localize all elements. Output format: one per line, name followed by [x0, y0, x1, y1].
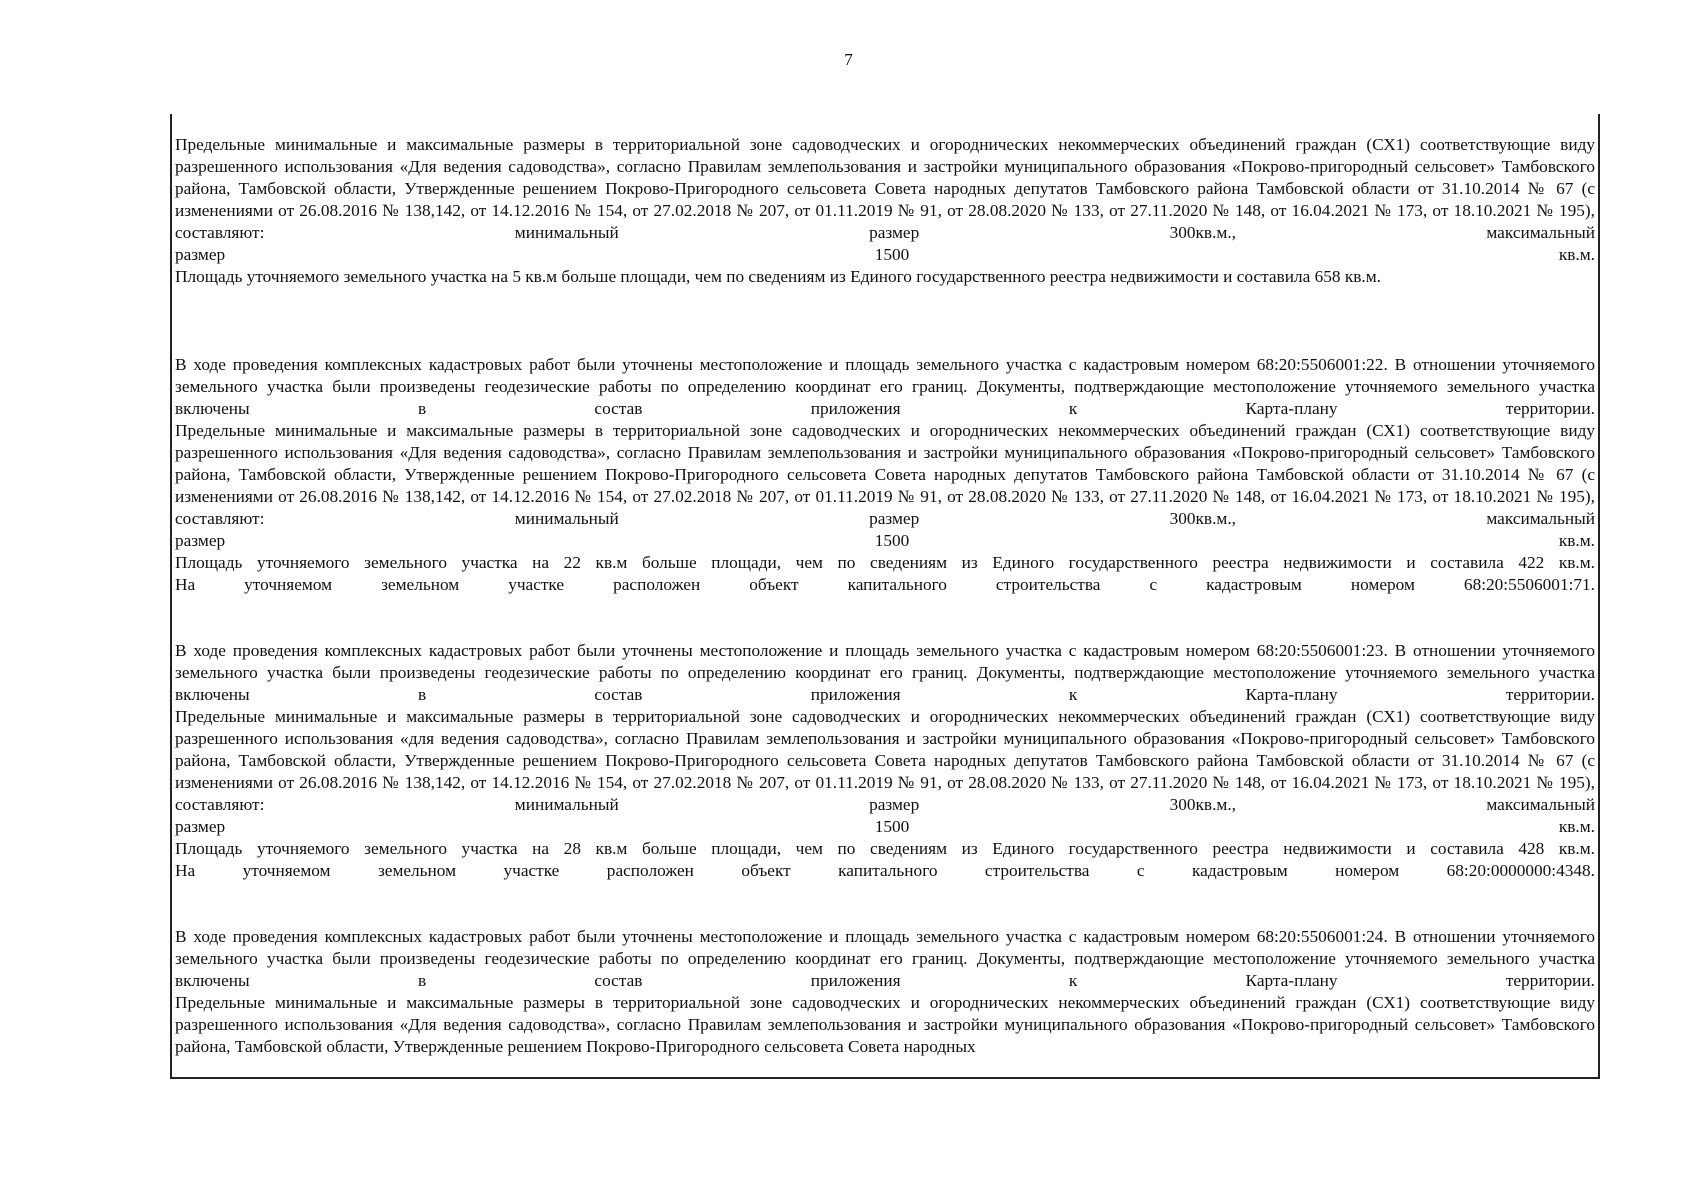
survey-paragraph: В ходе проведения комплексных кадастровых работ были уточнены местоположение и площадь земельного участка с кадастровым номером 68:20:5506001:24. В отношении уточняемого земельного участка были произведены геодезические работы по определению координат его границ. Документы, подтверждающие местоположение уточняемого земельного участка включены в состав приложения к Карта-плану территории.	[175, 927, 1595, 990]
document-body	[175, 134, 1595, 1058]
zone-limits-paragraph: Предельные минимальные и максимальные размеры в территориальной зоне садоводческих и огороднических некоммерческих объединений граждан (СХ1) соответствующие виду разрешенного использования «Для ведения садоводства», согласно Правилам землепользования и застройки муниципального образования «Покрово-пригородный сельсовет» Тамбовского района, Тамбовской области, Утвержденные решением Покрово-Пригородного сельсовета Совета народных депутатов Тамбовского района Тамбовской области от 31.10.2014 № 67 (с изменениями от 26.08.2016 № 138,142, от 14.12.2016 № 154, от 27.02.2018 № 207, от 01.11.2019 № 91, от 28.08.2020 № 133, от 27.11.2020 № 148, от 16.04.2021 № 173, от 18.10.2021 № 195), составляют: минимальный размер 300кв.м., максимальный	[175, 421, 1595, 528]
max-size-line	[175, 530, 1595, 552]
size-label: размер	[175, 817, 226, 836]
parcel-block	[175, 134, 1595, 288]
max-size-line	[175, 244, 1595, 266]
size-label: размер	[175, 245, 226, 264]
survey-paragraph: В ходе проведения комплексных кадастровых работ были уточнены местоположение и площадь земельного участка с кадастровым номером 68:20:5506001:22. В отношении уточняемого земельного участка были произведены геодезические работы по определению координат его границ. Документы, подтверждающие местоположение уточняемого земельного участка включены в состав приложения к Карта-плану территории.	[175, 355, 1595, 418]
building-paragraph: На уточняемом земельном участке расположен объект капитального строительства с кадастровым номером 68:20:0000000:4348.	[175, 861, 1595, 880]
parcel-block	[175, 640, 1595, 882]
size-label: размер	[175, 531, 226, 550]
max-size-line	[175, 816, 1595, 838]
size-unit: кв.м.	[1558, 531, 1595, 550]
parcel-block	[175, 354, 1595, 596]
size-value: 1500	[874, 817, 910, 836]
zone-limits-paragraph: Предельные минимальные и максимальные размеры в территориальной зоне садоводческих и огороднических некоммерческих объединений граждан (СХ1) соответствующие виду разрешенного использования «Для ведения садоводства», согласно Правилам землепользования и застройки муниципального образования «Покрово-пригородный сельсовет» Тамбовского района, Тамбовской области, Утвержденные решением Покрово-Пригородного сельсовета Совета народных	[175, 993, 1595, 1056]
area-paragraph: Площадь уточняемого земельного участка на 5 кв.м больше площади, чем по сведениям из Единого государственного реестра недвижимости и составила 658 кв.м.	[175, 267, 1381, 286]
size-unit: кв.м.	[1558, 817, 1595, 836]
zone-limits-paragraph: Предельные минимальные и максимальные размеры в территориальной зоне садоводческих и огороднических некоммерческих объединений граждан (СХ1) соответствующие виду разрешенного использования «Для ведения садоводства», согласно Правилам землепользования и застройки муниципального образования «Покрово-пригородный сельсовет» Тамбовского района, Тамбовской области, Утвержденные решением Покрово-Пригородного сельсовета Совета народных депутатов Тамбовского района Тамбовской области от 31.10.2014 № 67 (с изменениями от 26.08.2016 № 138,142, от 14.12.2016 № 154, от 27.02.2018 № 207, от 01.11.2019 № 91, от 28.08.2020 № 133, от 27.11.2020 № 148, от 16.04.2021 № 173, от 18.10.2021 № 195), составляют: минимальный размер 300кв.м., максимальный	[175, 135, 1595, 242]
zone-limits-paragraph: Предельные минимальные и максимальные размеры в территориальной зоне садоводческих и огороднических некоммерческих объединений граждан (СХ1) соответствующие виду разрешенного использования «для ведения садоводства», согласно Правилам землепользования и застройки муниципального образования «Покрово-пригородный сельсовет» Тамбовского района, Тамбовской области, Утвержденные решением Покрово-Пригородного сельсовета Совета народных депутатов Тамбовского района Тамбовской области от 31.10.2014 № 67 (с изменениями от 26.08.2016 № 138,142, от 14.12.2016 № 154, от 27.02.2018 № 207, от 01.11.2019 № 91, от 28.08.2020 № 133, от 27.11.2020 № 148, от 16.04.2021 № 173, от 18.10.2021 № 195), составляют: минимальный размер 300кв.м., максимальный	[175, 707, 1595, 814]
size-value: 1500	[874, 531, 910, 550]
page-number: 7	[844, 50, 853, 69]
size-unit: кв.м.	[1558, 245, 1595, 264]
survey-paragraph: В ходе проведения комплексных кадастровых работ были уточнены местоположение и площадь земельного участка с кадастровым номером 68:20:5506001:23. В отношении уточняемого земельного участка были произведены геодезические работы по определению координат его границ. Документы, подтверждающие местоположение уточняемого земельного участка включены в состав приложения к Карта-плану территории.	[175, 641, 1595, 704]
area-paragraph: Площадь уточняемого земельного участка на 28 кв.м больше площади, чем по сведениям из Единого государственного реестра недвижимости и составила 428 кв.м.	[175, 839, 1595, 858]
parcel-block	[175, 926, 1595, 1058]
size-value: 1500	[874, 245, 910, 264]
area-paragraph: Площадь уточняемого земельного участка на 22 кв.м больше площади, чем по сведениям из Единого государственного реестра недвижимости и составила 422 кв.м.	[175, 553, 1595, 572]
building-paragraph: На уточняемом земельном участке расположен объект капитального строительства с кадастровым номером 68:20:5506001:71.	[175, 575, 1595, 594]
